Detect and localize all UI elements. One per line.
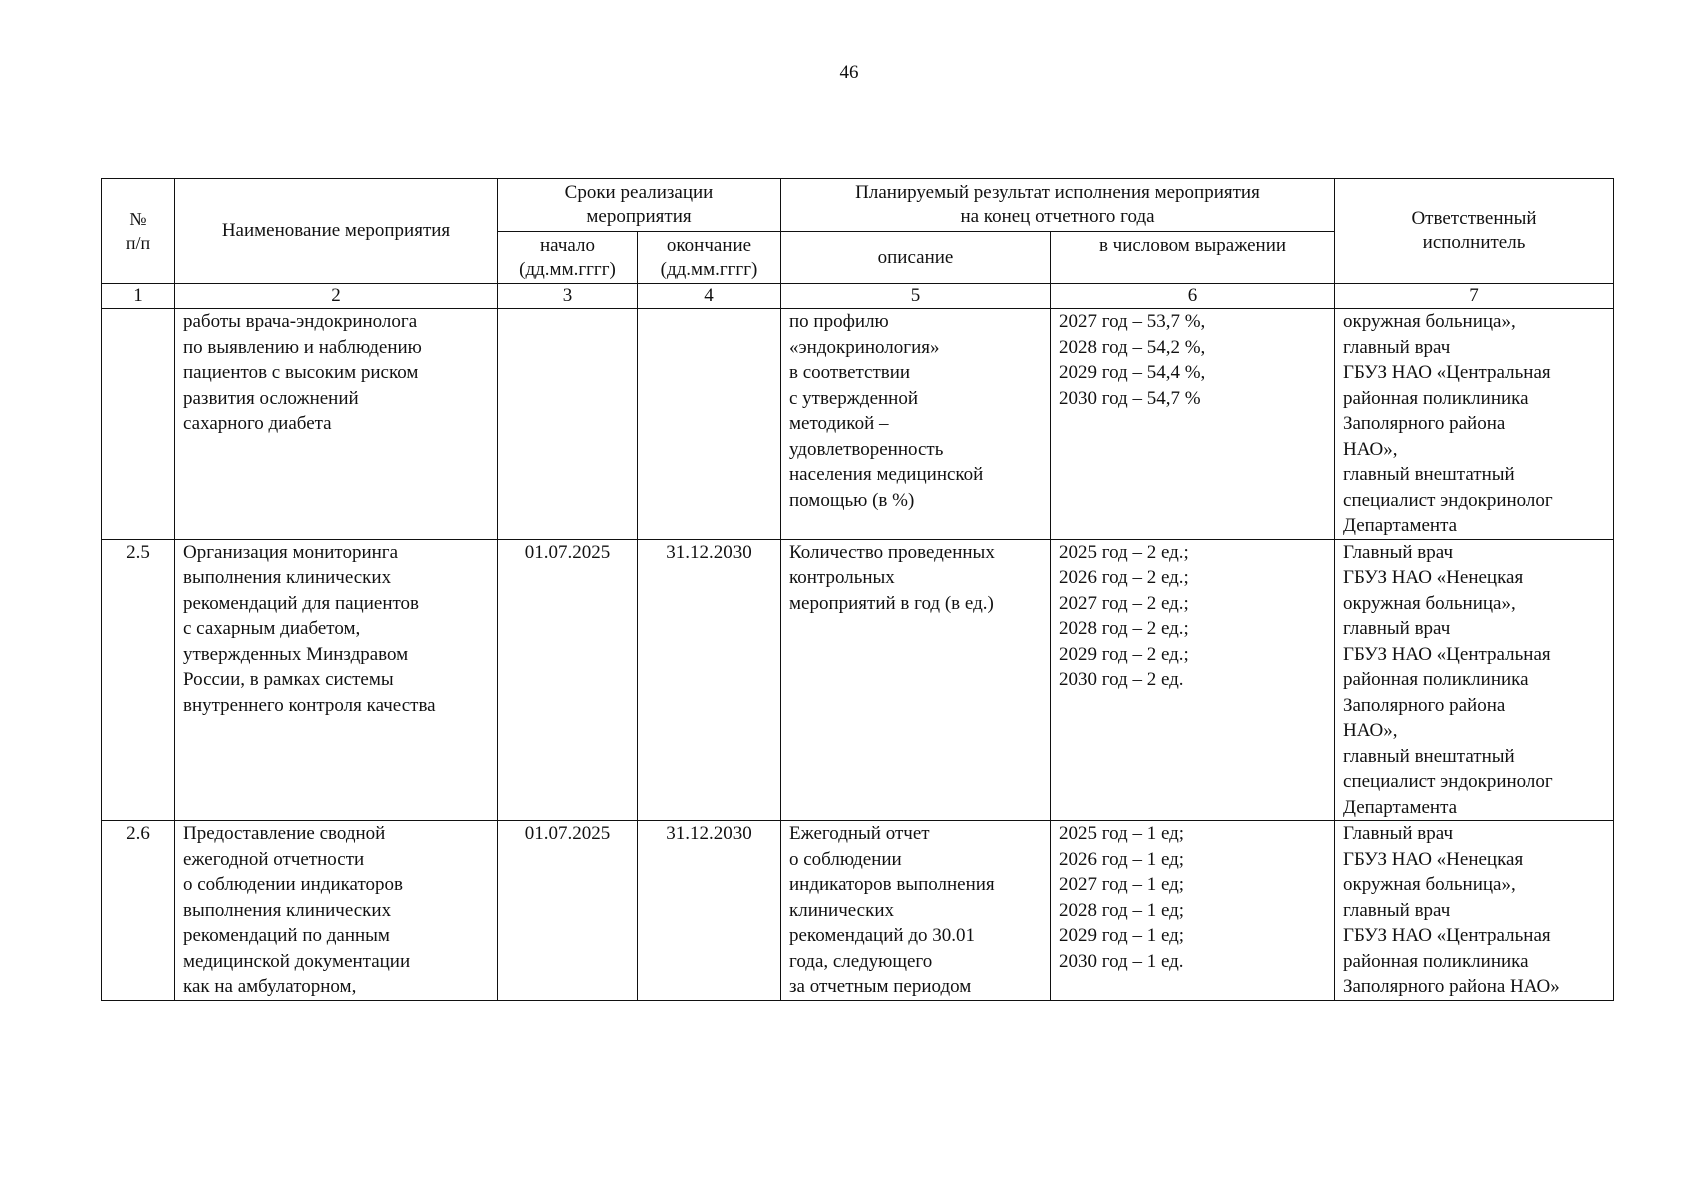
row-number xyxy=(102,309,175,540)
responsible-executor-line: ГБУЗ НАО «Ненецкая xyxy=(1343,848,1524,870)
result-numeric-line: 2027 год – 1 ед; xyxy=(1059,874,1185,895)
event-name-line: рекомендаций по данным xyxy=(183,925,390,946)
responsible-executor-line: главный врач xyxy=(1343,899,1451,921)
column-number: 5 xyxy=(781,284,1051,309)
responsible-executor-line: ГБУЗ НАО «Центральная xyxy=(1343,643,1551,665)
result-numeric-line: 2026 год – 1 ед; xyxy=(1059,848,1185,870)
result-description-line: индикаторов выполнения xyxy=(789,874,995,895)
responsible-executor-line: Заполярного района xyxy=(1343,694,1506,716)
responsible-executor-line: Департамента xyxy=(1343,796,1458,818)
result-numeric-line: 2025 год – 1 ед; xyxy=(1059,823,1185,844)
responsible-executor xyxy=(1335,821,1614,1001)
result-description-line: Ежегодный отчет xyxy=(789,823,930,844)
result-numeric-line: 2029 год – 54,4 %, xyxy=(1059,362,1206,383)
event-name-line: пациентов с высоким риском xyxy=(183,362,419,383)
result-description-line: по профилю xyxy=(789,311,889,332)
event-name-line: утвержденных Минздравом xyxy=(183,643,409,665)
result-description-line: в соответствии xyxy=(789,362,911,383)
event-name-line: по выявлению и наблюдению xyxy=(183,336,422,358)
result-description-line: о соблюдении xyxy=(789,848,902,870)
event-name-line: с сахарным диабетом, xyxy=(183,618,361,639)
result-description-line: контрольных xyxy=(789,567,895,588)
result-description-line: методикой – xyxy=(789,413,889,434)
result-description xyxy=(781,821,1051,1001)
responsible-executor-line: Главный врач xyxy=(1343,823,1454,844)
end-date: 31.12.2030 xyxy=(638,821,781,1001)
responsible-executor-line: ГБУЗ НАО «Центральная xyxy=(1343,925,1551,946)
end-date: 31.12.2030 xyxy=(638,539,781,821)
result-description-line: с утвержденной xyxy=(789,387,919,409)
responsible-executor-line: окружная больница», xyxy=(1343,592,1516,614)
event-name-line: внутреннего контроля качества xyxy=(183,694,436,716)
result-description-line: «эндокринология» xyxy=(789,336,940,358)
page-number: 46 xyxy=(839,62,859,83)
result-numeric-line: 2028 год – 54,2 %, xyxy=(1059,336,1206,358)
result-description-line: рекомендаций до 30.01 xyxy=(789,925,975,946)
event-name-line: работы врача-эндокринолога xyxy=(183,311,418,332)
column-number-row xyxy=(102,284,1614,309)
responsible-executor xyxy=(1335,539,1614,821)
column-number: 3 xyxy=(498,284,638,309)
event-name-line: рекомендаций для пациентов xyxy=(183,592,420,614)
start-date: 01.07.2025 xyxy=(498,821,638,1001)
result-numeric-line: 2030 год – 54,7 % xyxy=(1059,387,1201,409)
responsible-executor-line: НАО», xyxy=(1343,720,1398,741)
responsible-executor-line: главный внештатный xyxy=(1343,464,1515,485)
responsible-executor-line: специалист эндокринолог xyxy=(1343,489,1553,511)
result-description-line: населения медицинской xyxy=(789,464,984,485)
event-name-line: медицинской документации xyxy=(183,950,411,972)
responsible-executor-line: районная поликлиника xyxy=(1343,387,1529,409)
result-numeric-line: 2028 год – 2 ед.; xyxy=(1059,618,1189,639)
event-name-line: развития осложнений xyxy=(183,387,359,409)
responsible-executor-line: Главный врач xyxy=(1343,541,1454,563)
event-name-line: сахарного диабета xyxy=(183,413,332,434)
result-description-line: клинических xyxy=(789,899,895,921)
start-date xyxy=(498,309,638,540)
result-description-line: удовлетворенность xyxy=(789,438,944,460)
header-terms: Сроки реализации мероприятия xyxy=(498,179,781,232)
action-plan-table xyxy=(101,178,1614,1001)
result-description xyxy=(781,539,1051,821)
responsible-executor-line: окружная больница», xyxy=(1343,311,1516,332)
event-name-line: выполнения клинических xyxy=(183,567,392,588)
responsible-executor-line: ГБУЗ НАО «Центральная xyxy=(1343,362,1551,383)
column-number: 6 xyxy=(1051,284,1335,309)
column-number: 7 xyxy=(1335,284,1614,309)
responsible-executor-line: специалист эндокринолог xyxy=(1343,771,1553,792)
result-numeric-line: 2030 год – 2 ед. xyxy=(1059,669,1184,690)
result-numeric xyxy=(1051,539,1335,821)
result-numeric-line: 2025 год – 2 ед.; xyxy=(1059,541,1189,563)
table-row xyxy=(102,309,1614,540)
event-name xyxy=(175,539,498,821)
header-name: Наименование мероприятия xyxy=(175,179,498,284)
result-numeric xyxy=(1051,821,1335,1001)
header-end: окончание (дд.мм.гггг) xyxy=(638,232,781,284)
result-numeric xyxy=(1051,309,1335,540)
result-description-line: помощью (в %) xyxy=(789,489,915,511)
row-number: 2.5 xyxy=(102,539,175,821)
responsible-executor-line: районная поликлиника xyxy=(1343,950,1529,972)
result-description xyxy=(781,309,1051,540)
event-name-line: России, в рамках системы xyxy=(183,669,394,690)
result-numeric-line: 2029 год – 1 ед; xyxy=(1059,925,1185,946)
result-numeric-line: 2026 год – 2 ед.; xyxy=(1059,567,1189,588)
header-responsible: Ответственный исполнитель xyxy=(1335,179,1614,284)
event-name xyxy=(175,821,498,1001)
result-numeric-line: 2029 год – 2 ед.; xyxy=(1059,643,1189,665)
row-number: 2.6 xyxy=(102,821,175,1001)
header-numeric: в числовом выражении xyxy=(1051,232,1335,284)
result-description-line: года, следующего xyxy=(789,950,933,972)
responsible-executor-line: НАО», xyxy=(1343,438,1398,460)
responsible-executor-line: районная поликлиника xyxy=(1343,669,1529,690)
responsible-executor-line: главный врач xyxy=(1343,618,1451,639)
column-number: 2 xyxy=(175,284,498,309)
event-name-line: Организация мониторинга xyxy=(183,541,399,563)
column-number: 4 xyxy=(638,284,781,309)
result-numeric-line: 2028 год – 1 ед; xyxy=(1059,899,1185,921)
header-start: начало (дд.мм.гггг) xyxy=(498,232,638,284)
responsible-executor-line: ГБУЗ НАО «Ненецкая xyxy=(1343,567,1524,588)
table-header xyxy=(102,179,1614,284)
result-numeric-line: 2027 год – 2 ед.; xyxy=(1059,592,1189,614)
result-numeric-line: 2027 год – 53,7 %, xyxy=(1059,311,1206,332)
event-name-line: как на амбулаторном, xyxy=(183,976,357,997)
table-row xyxy=(102,821,1614,1001)
event-name-line: о соблюдении индикаторов xyxy=(183,874,404,895)
responsible-executor-line: Заполярного района НАО» xyxy=(1343,976,1560,997)
event-name-line: Предоставление сводной xyxy=(183,823,386,844)
event-name xyxy=(175,309,498,540)
column-number: 1 xyxy=(102,284,175,309)
responsible-executor xyxy=(1335,309,1614,540)
result-description-line: мероприятий в год (в ед.) xyxy=(789,592,994,614)
result-description-line: за отчетным периодом xyxy=(789,976,972,997)
responsible-executor-line: главный внештатный xyxy=(1343,745,1515,767)
responsible-executor-line: окружная больница», xyxy=(1343,874,1516,895)
header-description: описание xyxy=(781,232,1051,284)
responsible-executor-line: Заполярного района xyxy=(1343,413,1506,434)
responsible-executor-line: Департамента xyxy=(1343,515,1458,536)
event-name-line: выполнения клинических xyxy=(183,899,392,921)
end-date xyxy=(638,309,781,540)
event-name-line: ежегодной отчетности xyxy=(183,848,365,870)
start-date: 01.07.2025 xyxy=(498,539,638,821)
responsible-executor-line: главный врач xyxy=(1343,336,1451,358)
header-number: № п/п xyxy=(102,179,175,284)
table-row xyxy=(102,539,1614,821)
result-description-line: Количество проведенных xyxy=(789,541,995,563)
result-numeric-line: 2030 год – 1 ед. xyxy=(1059,950,1184,972)
header-result: Планируемый результат исполнения мероприятия на конец отчетного года xyxy=(781,179,1335,232)
